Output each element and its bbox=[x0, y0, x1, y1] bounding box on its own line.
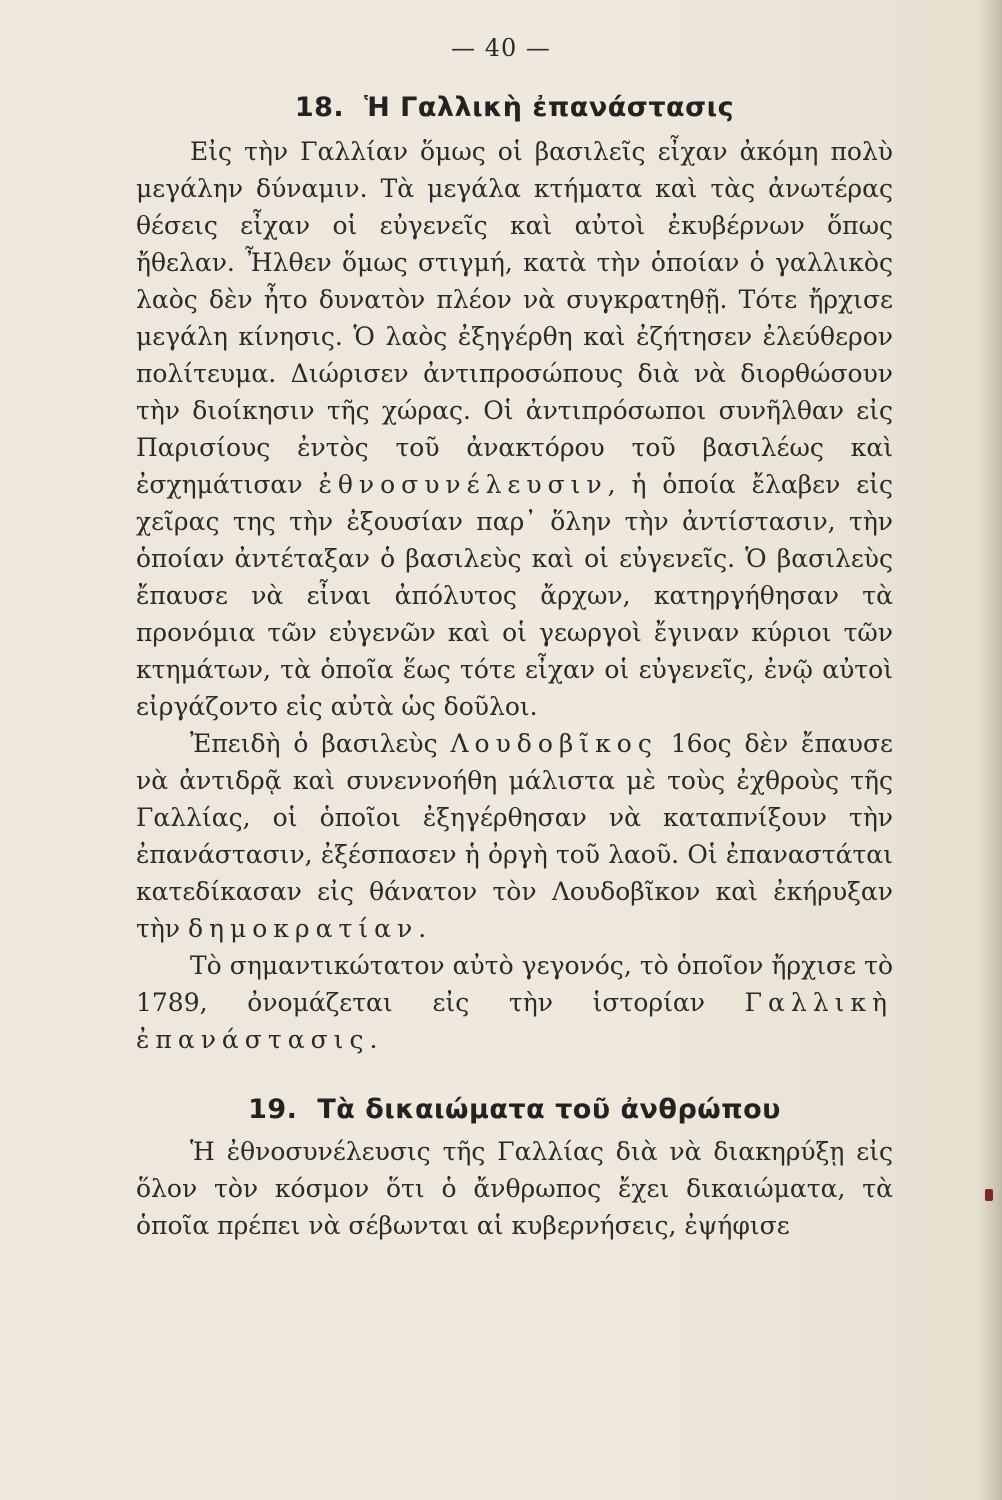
page-content bbox=[136, 92, 893, 1244]
spaced-term-galliki-epanastasis: Γαλλικὴ ἐπανάστασις bbox=[136, 988, 893, 1054]
text-run: Ἡ ἐθνοσυνέλευσις τῆς Γαλλίας διὰ νὰ διακηρύξῃ εἰς ὅλον τὸν κόσμον ὅτι ὁ ἄνθρωπος ἔχει δικαιώματα, τὰ ὁποῖα πρέπει νὰ σέβωνται αἱ κυβερνήσεις, ἐψήφισε bbox=[136, 1137, 893, 1240]
section-18-title: Ἡ Γαλλικὴ ἐπανάστασις bbox=[364, 92, 735, 123]
text-run: Εἰς τὴν Γαλλίαν ὅμως οἱ βασιλεῖς εἶχαν ἀκόμη πολὺ μεγάλην δύναμιν. Τὰ μεγάλα κτήματα καὶ τὰς ἀνωτέρας θέσεις εἶχαν οἱ εὐγενεῖς καὶ αὐτοὶ ἐκυβέρνων ὅπως ἤθελαν. Ἦλθεν ὅμως στιγμή, κατὰ τὴν ὁποίαν ὁ γαλλικὸς λαὸς δὲν ἦτο δυνατὸν πλέον νὰ συγκρατηθῇ. Τότε ἤρχισε μεγάλη κίνησις. Ὁ λαὸς ἐξηγέρθη καὶ ἐζήτησεν ἐλεύθερον πολίτευμα. Διώρισεν ἀντιπροσώπους διὰ νὰ διορθώσουν τὴν διοίκησιν τῆς χώρας. Οἱ ἀντιπρόσωποι συνῆλθαν εἰς Παρισίους ἐντὸς τοῦ ἀνακτόρου τοῦ βασιλέως καὶ ἐσχημάτισαν bbox=[136, 137, 893, 499]
text-run: , ἡ ὁποία ἔλαβεν εἰς χεῖρας της τὴν ἐξουσίαν παρ᾽ ὅλην τὴν ἀντίστασιν, τὴν ὁποίαν ἀντέταξαν ὁ βασιλεὺς καὶ οἱ εὐγενεῖς. Ὁ βασιλεὺς ἔπαυσε νὰ εἶναι ἀπόλυτος ἄρχων, κατηργήθησαν τὰ προνόμια τῶν εὐγενῶν καὶ οἱ γεωργοὶ ἔγιναν κύριοι τῶν κτημάτων, τὰ ὁποῖα ἕως τότε εἶχαν οἱ εὐγενεῖς, ἐνῷ αὐτοὶ εἰργάζοντο εἰς αὐτὰ ὡς δοῦλοι. bbox=[136, 470, 893, 721]
margin-ink-mark bbox=[985, 1189, 993, 1201]
section-18-heading bbox=[136, 92, 893, 123]
section-19-title: Τὰ δικαιώματα τοῦ ἀνθρώπου bbox=[317, 1094, 781, 1125]
text-run: Τὸ σημαντικώτατον αὐτὸ γεγονός, τὸ ὁποῖον ἤρχισε τὸ 1789, ὀνομάζεται εἰς τὴν ἱστορίαν bbox=[136, 951, 893, 1017]
paragraph-18-2 bbox=[136, 725, 893, 947]
page-edge-shadow bbox=[980, 0, 1002, 1500]
spaced-term-loudovikos: Λουδοβῖκος bbox=[450, 729, 658, 758]
section-18-number: 18. bbox=[294, 92, 345, 123]
spaced-term-dimokratian: δημοκρατίαν bbox=[187, 914, 419, 943]
text-run: . bbox=[369, 1025, 378, 1054]
paragraph-19-1 bbox=[136, 1133, 893, 1244]
text-run: . bbox=[418, 914, 427, 943]
paragraph-18-1 bbox=[136, 133, 893, 725]
page-number: — 40 — bbox=[451, 34, 551, 62]
text-run: 16ος δὲν ἔπαυσε νὰ ἀντιδρᾷ καὶ συνεννοήθη μάλιστα μὲ τοὺς ἐχθροὺς τῆς Γαλλίας, οἱ ὁποῖοι ἐξηγέρθησαν νὰ καταπνίξουν τὴν ἐπανάστασιν, ἐξέσπασεν ἡ ὀργὴ τοῦ λαοῦ. Οἱ ἐπαναστάται κατεδίκασαν εἰς θάνατον τὸν Λουδοβῖκον καὶ ἐκήρυξαν τὴν bbox=[136, 729, 893, 943]
spaced-term-ethnosyneleusin: ἐθνοσυνέλευσιν bbox=[318, 470, 608, 499]
text-run: Ἐπειδὴ ὁ βασιλεὺς bbox=[190, 729, 451, 758]
section-19-number: 19. bbox=[248, 1094, 298, 1125]
paragraph-18-3 bbox=[136, 947, 893, 1058]
section-19-heading bbox=[136, 1094, 893, 1125]
